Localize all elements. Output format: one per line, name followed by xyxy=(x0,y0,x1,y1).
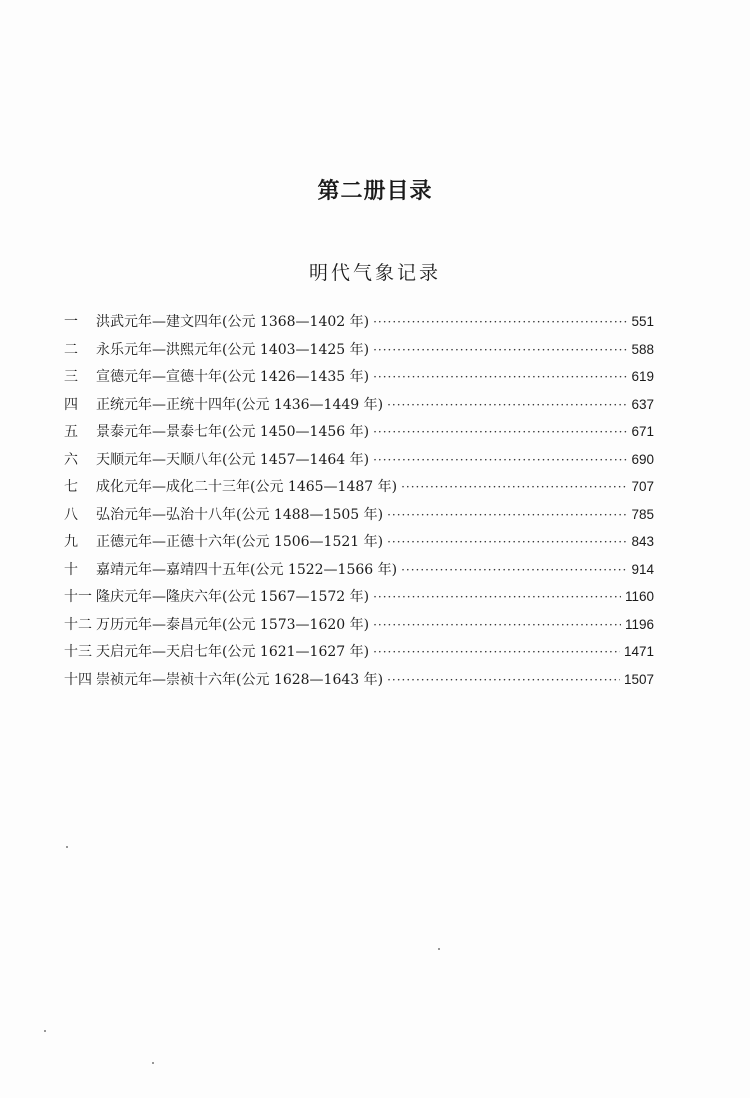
scan-speck xyxy=(438,948,440,950)
entry-page-number: 843 xyxy=(631,534,654,549)
section-title: 明代气象记录 xyxy=(308,262,441,284)
dot-leader xyxy=(401,480,627,494)
toc-entry xyxy=(64,366,654,394)
entry-title: 永乐元年—洪熙元年(公元 1403—1425 年) xyxy=(96,341,370,358)
dot-leader xyxy=(373,453,627,467)
entry-title: 正德元年—正德十六年(公元 1506—1521 年) xyxy=(96,534,384,550)
entry-number: 十四 xyxy=(64,671,92,688)
dot-leader xyxy=(373,370,627,384)
entry-title: 隆庆元年—隆庆六年(公元 1567—1572 年) xyxy=(96,589,370,605)
entry-page-number: 551 xyxy=(631,314,654,329)
dot-leader xyxy=(373,590,621,604)
entry-title: 宣德元年—宣德十年(公元 1426—1435 年) xyxy=(96,369,370,385)
entry-title: 成化元年—成化二十三年(公元 1465—1487 年) xyxy=(96,479,398,495)
entry-page-number: 1196 xyxy=(624,616,654,632)
entry-page-number: 619 xyxy=(631,369,654,384)
entry-number: 一 xyxy=(64,314,78,330)
entry-title: 弘治元年—弘治十八年(公元 1488—1505 年) xyxy=(96,506,384,523)
entry-title: 洪武元年—建文四年(公元 1368—1402 年) xyxy=(96,314,370,330)
entry-page-number: 1471 xyxy=(623,644,654,659)
entry-title: 正统元年—正统十四年(公元 1436—1449 年) xyxy=(96,396,384,413)
dot-leader xyxy=(373,343,627,357)
dot-leader xyxy=(387,398,627,412)
toc-entry xyxy=(64,586,654,614)
entry-title: 崇祯元年—崇祯十六年(公元 1628—1643 年) xyxy=(96,671,384,688)
toc-entry xyxy=(64,504,654,532)
volume-title: 第二册目录 xyxy=(317,179,433,204)
toc-entry xyxy=(64,449,654,477)
dot-leader xyxy=(387,508,627,522)
entry-number: 七 xyxy=(64,479,78,495)
entry-number: 十 xyxy=(64,561,78,578)
dot-leader xyxy=(373,425,627,439)
entry-page-number: 1160 xyxy=(624,589,654,604)
toc-entry xyxy=(64,311,654,339)
dot-leader xyxy=(387,535,627,549)
table-of-contents xyxy=(64,311,654,696)
scan-speck xyxy=(66,846,68,848)
toc-entry xyxy=(64,421,654,449)
entry-number: 十三 xyxy=(64,644,92,660)
entry-number: 十二 xyxy=(64,616,92,633)
entry-title: 嘉靖元年—嘉靖四十五年(公元 1522—1566 年) xyxy=(96,561,398,578)
dot-leader xyxy=(373,645,620,659)
toc-entry xyxy=(64,669,654,697)
entry-page-number: 1507 xyxy=(623,671,654,687)
entry-title: 万历元年—泰昌元年(公元 1573—1620 年) xyxy=(96,616,370,633)
toc-entry xyxy=(64,559,654,587)
entry-number: 九 xyxy=(64,534,78,550)
entry-page-number: 690 xyxy=(631,451,654,467)
dot-leader xyxy=(373,315,627,329)
entry-page-number: 785 xyxy=(631,506,654,522)
scan-speck xyxy=(44,1030,46,1032)
scan-speck xyxy=(152,1062,154,1064)
entry-title: 天启元年—天启七年(公元 1621—1627 年) xyxy=(96,644,370,660)
entry-number: 二 xyxy=(64,341,78,358)
toc-entry xyxy=(64,614,654,642)
entry-page-number: 637 xyxy=(631,396,654,412)
entry-page-number: 914 xyxy=(631,561,654,577)
entry-number: 五 xyxy=(64,424,78,440)
toc-entry xyxy=(64,394,654,422)
toc-entry xyxy=(64,531,654,559)
toc-entry xyxy=(64,641,654,669)
dot-leader xyxy=(373,618,621,632)
entry-title: 景泰元年—景泰七年(公元 1450—1456 年) xyxy=(96,424,370,440)
entry-page-number: 707 xyxy=(631,479,654,494)
entry-number: 三 xyxy=(64,369,78,385)
entry-number: 十一 xyxy=(64,589,92,605)
entry-page-number: 671 xyxy=(631,424,654,439)
entry-number: 六 xyxy=(64,451,78,468)
dot-leader xyxy=(401,563,627,577)
toc-entry xyxy=(64,339,654,367)
entry-number: 八 xyxy=(64,506,78,523)
entry-page-number: 588 xyxy=(631,341,654,357)
entry-number: 四 xyxy=(64,396,78,413)
entry-title: 天顺元年—天顺八年(公元 1457—1464 年) xyxy=(96,451,370,468)
dot-leader xyxy=(387,673,620,687)
toc-entry xyxy=(64,476,654,504)
